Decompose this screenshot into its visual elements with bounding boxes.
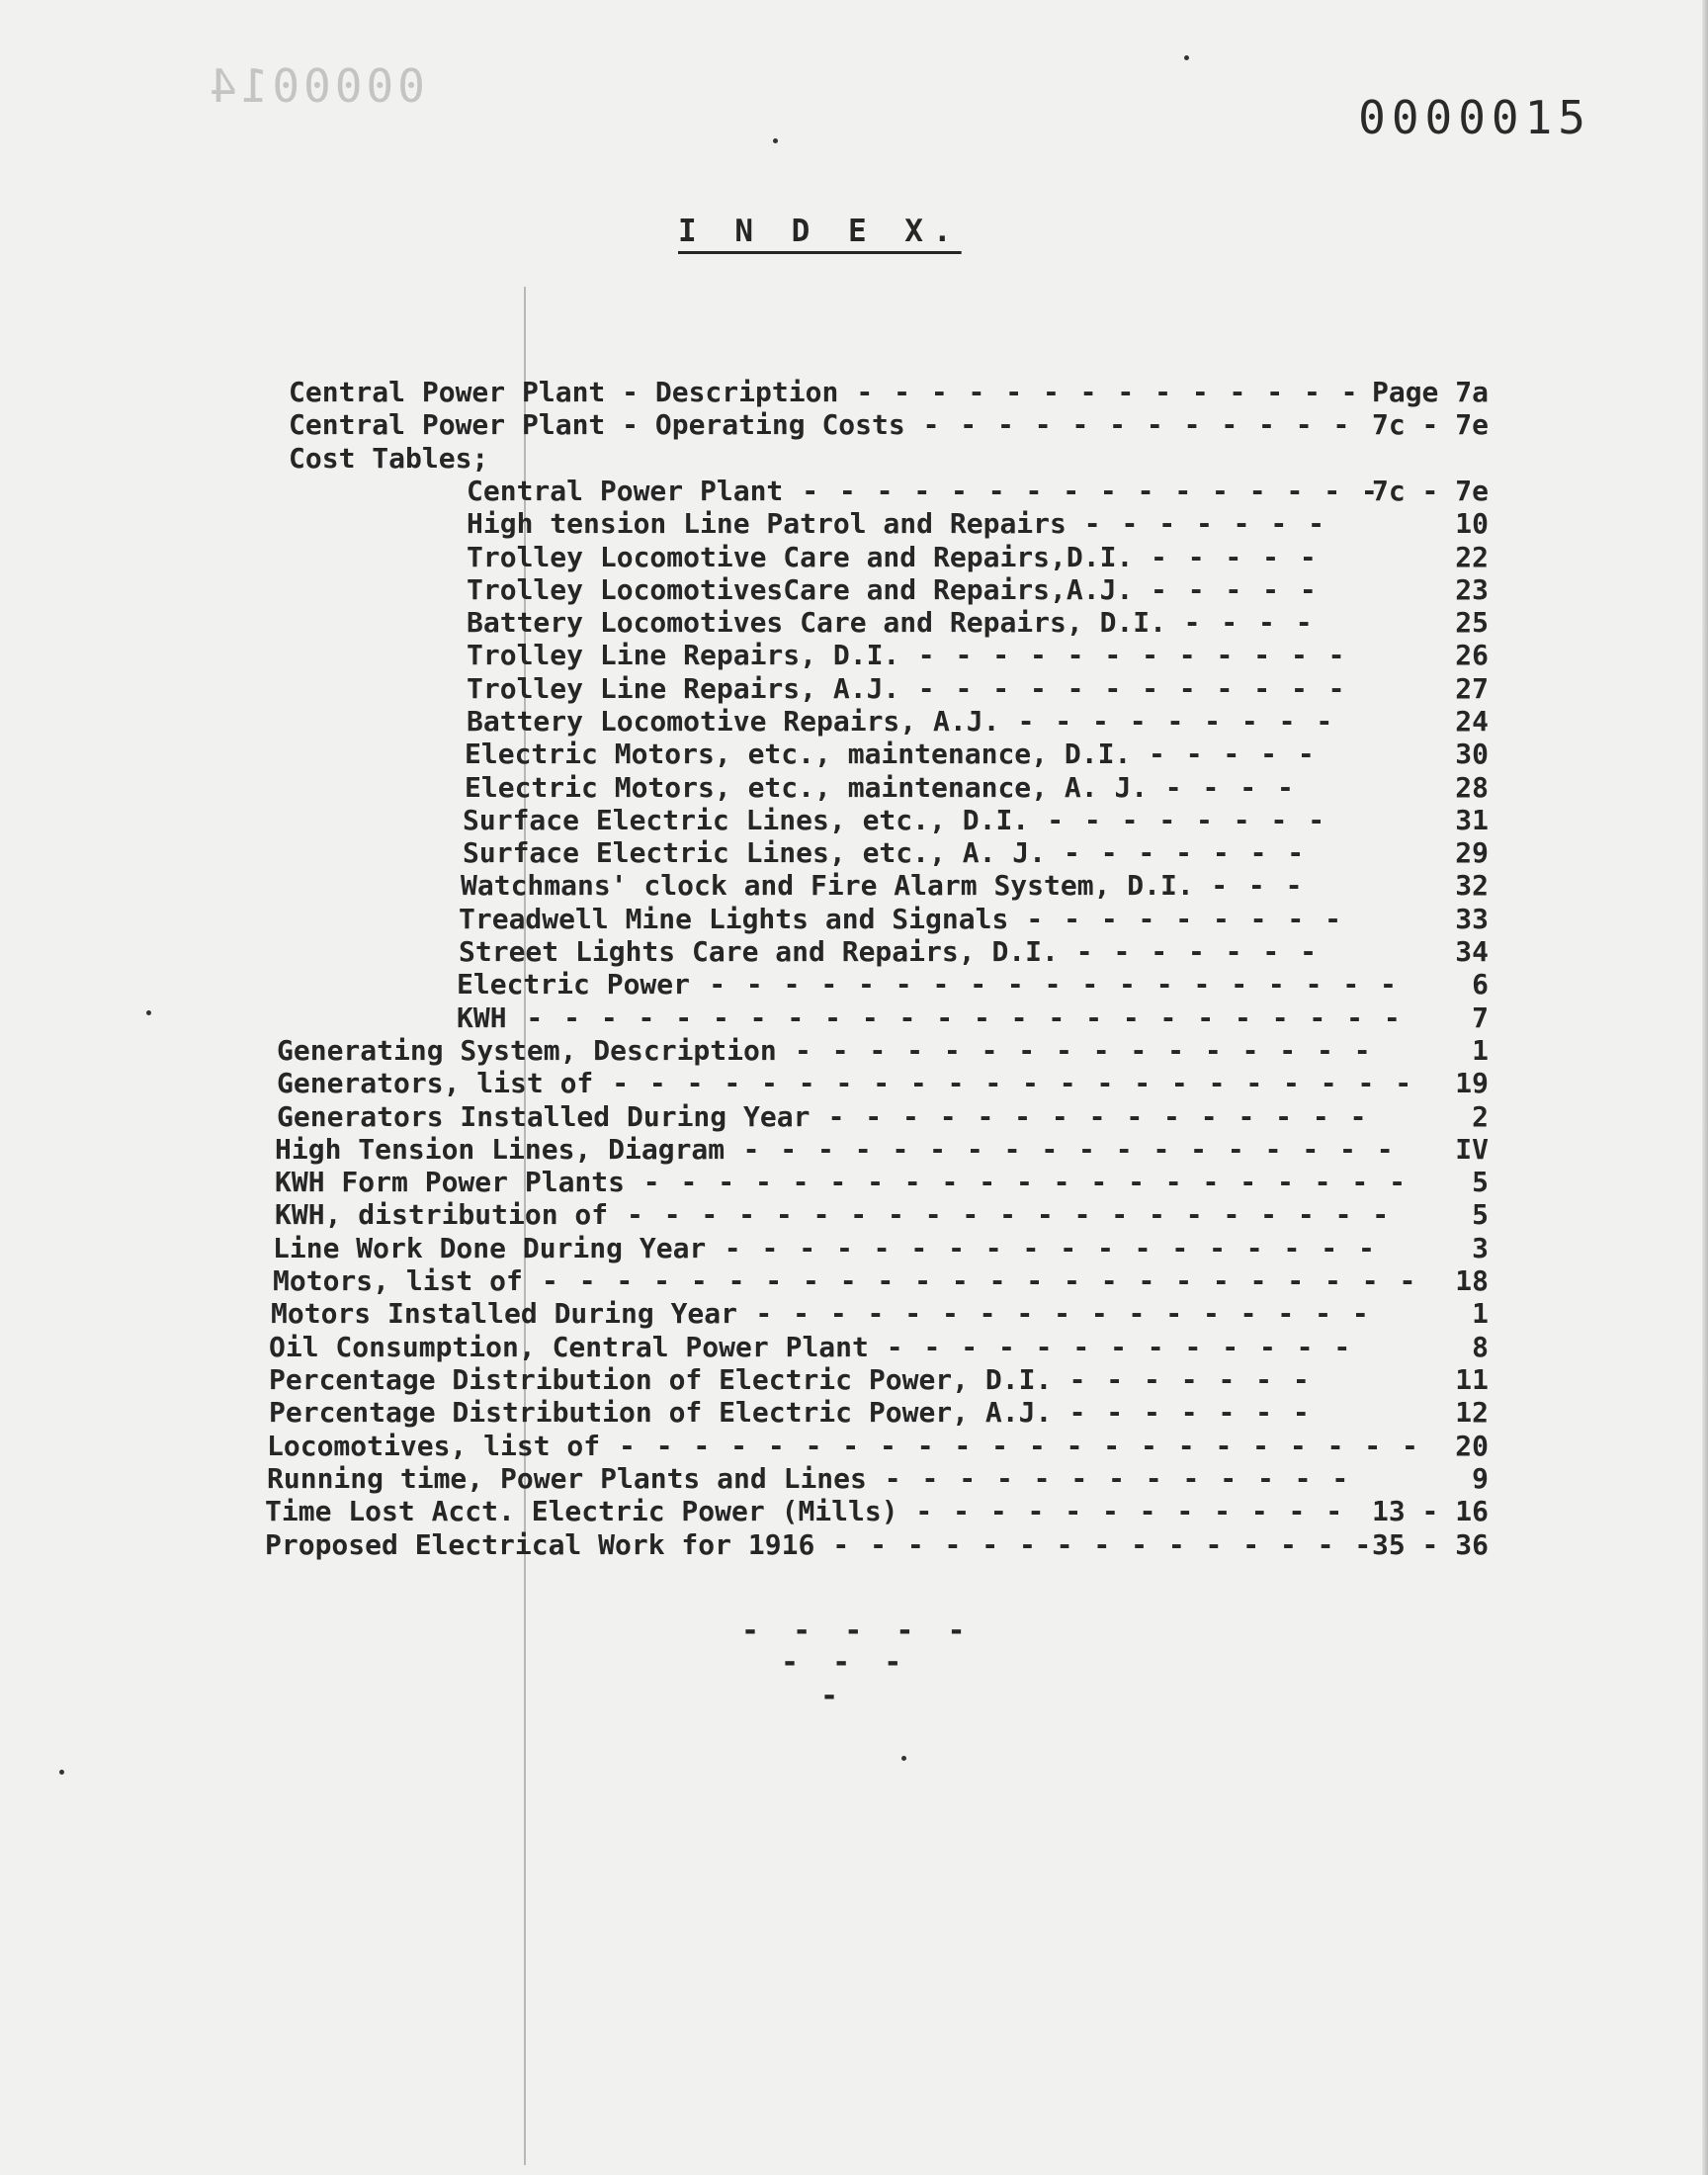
dot-leader: - - - - - - - - - - - - - xyxy=(886,1331,1353,1363)
entry-page: 35 - 36 xyxy=(1371,1528,1489,1561)
entry-label: Electric Power xyxy=(457,968,691,1000)
dot-leader: - - - - - - - - - - - - - - - - xyxy=(802,475,1380,507)
index-entry xyxy=(465,738,1708,771)
index-entry xyxy=(467,475,1708,508)
entry-label: Watchmans' clock and Fire Alarm System, D.I. xyxy=(461,869,1194,902)
dot-leader: - - - - - - - - - - - - - - - - - - xyxy=(724,1232,1377,1264)
dot-leader: - - - - - - - - - - - - xyxy=(915,1495,1345,1527)
entry-label: Generators, list of xyxy=(277,1067,594,1099)
entry-label: Locomotives, list of xyxy=(267,1430,601,1462)
index-entry xyxy=(467,541,1708,574)
entry-label: Line Work Done During Year xyxy=(273,1232,707,1264)
entry-page: 32 xyxy=(1455,869,1489,902)
entry-page: 1 xyxy=(1472,1297,1489,1330)
index-entry xyxy=(289,408,1708,442)
dot-leader: - - - - - - - xyxy=(1068,1396,1312,1429)
index-entry xyxy=(273,1232,1708,1265)
entry-page: 25 xyxy=(1455,606,1489,639)
entry-label: Generating System, Description xyxy=(277,1034,777,1067)
entry-page: 22 xyxy=(1455,541,1489,573)
dot-leader: - - - - - - - - - - - - - - - xyxy=(827,1100,1369,1133)
dot-leader: - - - - - - - - xyxy=(1047,804,1327,836)
dot-leader: - - - - - - - - - - - - - - - - - - xyxy=(742,1133,1396,1166)
entry-label: Motors, list of xyxy=(273,1264,523,1297)
document-number-stamp: 0000015 xyxy=(1358,91,1591,144)
index-entry xyxy=(459,935,1708,969)
entry-page: 19 xyxy=(1455,1067,1489,1099)
entry-page: 31 xyxy=(1455,804,1489,836)
entry-page: 28 xyxy=(1455,771,1489,804)
entry-page: Page 7a xyxy=(1371,376,1489,408)
dot-leader: - - - - - - - - - - - - - - - - - - - - - xyxy=(627,1198,1392,1231)
entry-page: 7 xyxy=(1472,1001,1489,1034)
speck xyxy=(1184,55,1189,60)
index-entry xyxy=(459,903,1708,936)
index-entry xyxy=(289,376,1708,409)
entry-label: Central Power Plant xyxy=(467,475,784,507)
dot-leader: - - - - - xyxy=(1151,541,1319,573)
end-mark: - - - xyxy=(781,1645,910,1680)
dot-leader: - - - - - - - - - xyxy=(1026,903,1343,935)
entry-page: 30 xyxy=(1455,738,1489,770)
entry-page: 24 xyxy=(1455,705,1489,738)
dot-leader: - - - - - - - - - - - - xyxy=(917,672,1347,705)
index-entry xyxy=(275,1133,1708,1167)
dot-leader: - - - - - - - - - - - - - - - - - - - - - - xyxy=(619,1430,1420,1462)
dot-leader: - - - - - - - - - - - - - - xyxy=(856,376,1360,408)
dot-leader: - - - - - - - - - - - - xyxy=(917,639,1347,671)
dot-leader: - - - - - - - - - - - - - - - - - - - - - xyxy=(642,1166,1408,1198)
speck xyxy=(59,1770,64,1775)
entry-label: Surface Electric Lines, etc., D.I. xyxy=(463,804,1030,836)
index-entry xyxy=(467,672,1708,706)
entry-label: Trolley Line Repairs, A.J. xyxy=(467,672,900,705)
entry-label: Electric Motors, etc., maintenance, D.I. xyxy=(465,738,1132,770)
entry-label: Surface Electric Lines, etc., A. J. xyxy=(463,836,1047,869)
end-mark: - xyxy=(820,1679,847,1713)
entry-page: 8 xyxy=(1472,1331,1489,1363)
speck xyxy=(901,1756,906,1761)
index-entry xyxy=(269,1331,1708,1364)
index-entry xyxy=(277,1100,1708,1134)
entry-page: 20 xyxy=(1455,1430,1489,1462)
index-entry xyxy=(275,1166,1708,1199)
dot-leader: - - - - - - - xyxy=(1068,1363,1312,1396)
dot-leader: - - - - - - - - - - - - - - - - - xyxy=(755,1297,1371,1330)
dot-leader: - - - - - xyxy=(1151,573,1319,606)
entry-page: 5 xyxy=(1472,1198,1489,1231)
entry-page: 12 xyxy=(1455,1396,1489,1429)
entry-label: Running time, Power Plants and Lines xyxy=(267,1462,867,1495)
entry-page: 7c - 7e xyxy=(1371,408,1489,441)
index-entry xyxy=(467,705,1708,739)
dot-leader: - - - - - - - - - - - - - - - - - - - - - - - - xyxy=(542,1264,1418,1297)
entry-page: 18 xyxy=(1455,1264,1489,1297)
entry-label: High Tension Lines, Diagram xyxy=(275,1133,726,1166)
dot-leader: - - - - - - - - - - - - - xyxy=(884,1462,1351,1495)
dot-leader: - - - - - - - xyxy=(1064,836,1307,869)
entry-page: 34 xyxy=(1455,935,1489,968)
entry-label: Trolley LocomotivesCare and Repairs,A.J. xyxy=(467,573,1134,606)
dot-leader: - - - - - - - - - - - - xyxy=(922,408,1352,441)
entry-label: Proposed Electrical Work for 1916 xyxy=(265,1528,815,1561)
dot-leader: - - - - - - - xyxy=(1075,935,1319,968)
entry-page: 11 xyxy=(1455,1363,1489,1396)
dot-leader: - - - - xyxy=(1183,606,1315,639)
entry-label: Time Lost Acct. Electric Power (Mills) xyxy=(265,1495,898,1527)
entry-label: Trolley Locomotive Care and Repairs,D.I. xyxy=(467,541,1134,573)
index-entry xyxy=(273,1264,1708,1298)
entry-label: Trolley Line Repairs, D.I. xyxy=(467,639,900,671)
index-entry xyxy=(467,639,1708,672)
entry-page: 10 xyxy=(1455,507,1489,540)
entry-label: Central Power Plant - Operating Costs xyxy=(289,408,905,441)
entry-label: Generators Installed During Year xyxy=(277,1100,811,1133)
entry-page: 13 - 16 xyxy=(1371,1495,1489,1527)
index-entry xyxy=(465,771,1708,805)
entry-label: Battery Locomotive Repairs, A.J. xyxy=(467,705,1000,738)
speck xyxy=(146,1010,151,1015)
entry-label: Central Power Plant - Description xyxy=(289,376,839,408)
index-entry xyxy=(463,836,1708,870)
index-entry xyxy=(267,1462,1708,1496)
dot-leader: - - - - - - - - - - - - - - - - - - - - - - - - xyxy=(526,1001,1403,1034)
entry-label: Cost Tables; xyxy=(289,442,489,475)
entry-label: Electric Motors, etc., maintenance, A. J. xyxy=(465,771,1149,804)
dot-leader: - - - - - - - - - xyxy=(1017,705,1335,738)
index-entry xyxy=(269,1363,1708,1397)
entry-label: Battery Locomotives Care and Repairs, D.I. xyxy=(467,606,1167,639)
index-entry xyxy=(271,1297,1708,1331)
index-entry xyxy=(269,1396,1708,1430)
dot-leader: - - - - - - - - - - - - - - - - - - - xyxy=(709,968,1399,1000)
dot-leader: - - - - - - - xyxy=(1083,507,1326,540)
index-entry xyxy=(461,869,1708,903)
dot-leader: - - - - - xyxy=(1149,738,1317,770)
index-entry xyxy=(275,1198,1708,1232)
index-entry xyxy=(467,573,1708,607)
dot-leader: - - - - - - - - - - - - - - - - xyxy=(795,1034,1373,1067)
index-entry xyxy=(265,1495,1708,1528)
entry-label: Motors Installed During Year xyxy=(271,1297,738,1330)
bleed-through-stamp: 0000014 xyxy=(206,59,425,113)
entry-page: 3 xyxy=(1472,1232,1489,1264)
dot-leader: - - - - - - - - - - - - - - - xyxy=(832,1528,1374,1561)
index-entry xyxy=(467,507,1708,541)
index-entry xyxy=(267,1430,1708,1463)
entry-page: 7c - 7e xyxy=(1371,475,1489,507)
index-entry xyxy=(289,442,1708,476)
dot-leader: - - - xyxy=(1211,869,1305,902)
index-entry xyxy=(277,1034,1708,1068)
dot-leader: - - - - xyxy=(1164,771,1296,804)
entry-page: 1 xyxy=(1472,1034,1489,1067)
entry-label: Percentage Distribution of Electric Power, A.J. xyxy=(269,1396,1053,1429)
speck xyxy=(773,138,778,143)
entry-label: Percentage Distribution of Electric Power, D.I. xyxy=(269,1363,1053,1396)
dot-leader: - - - - - - - - - - - - - - - - - - - - - - xyxy=(612,1067,1414,1099)
page-title: I N D E X. xyxy=(678,214,962,249)
index-entry xyxy=(457,1001,1708,1035)
entry-label: Oil Consumption, Central Power Plant xyxy=(269,1331,869,1363)
index-entry xyxy=(277,1067,1708,1100)
entry-page: 2 xyxy=(1472,1100,1489,1133)
entry-page: 23 xyxy=(1455,573,1489,606)
entry-label: Treadwell Mine Lights and Signals xyxy=(459,903,1009,935)
entry-label: Street Lights Care and Repairs, D.I. xyxy=(459,935,1059,968)
entry-page: 6 xyxy=(1472,968,1489,1000)
index-entry xyxy=(265,1528,1708,1562)
index-entry xyxy=(457,968,1708,1001)
entry-page: 27 xyxy=(1455,672,1489,705)
index-entry xyxy=(467,606,1708,640)
entry-page: 5 xyxy=(1472,1166,1489,1198)
entry-page: 33 xyxy=(1455,903,1489,935)
entry-page: 26 xyxy=(1455,639,1489,671)
index-entry xyxy=(463,804,1708,837)
entry-label: KWH, distribution of xyxy=(275,1198,609,1231)
entry-label: High tension Line Patrol and Repairs xyxy=(467,507,1067,540)
entry-page: IV xyxy=(1455,1133,1489,1166)
entry-page: 29 xyxy=(1455,836,1489,869)
entry-page: 9 xyxy=(1472,1462,1489,1495)
entry-label: KWH Form Power Plants xyxy=(275,1166,626,1198)
end-mark: - - - - - xyxy=(741,1613,974,1648)
entry-label: KWH xyxy=(457,1001,507,1034)
